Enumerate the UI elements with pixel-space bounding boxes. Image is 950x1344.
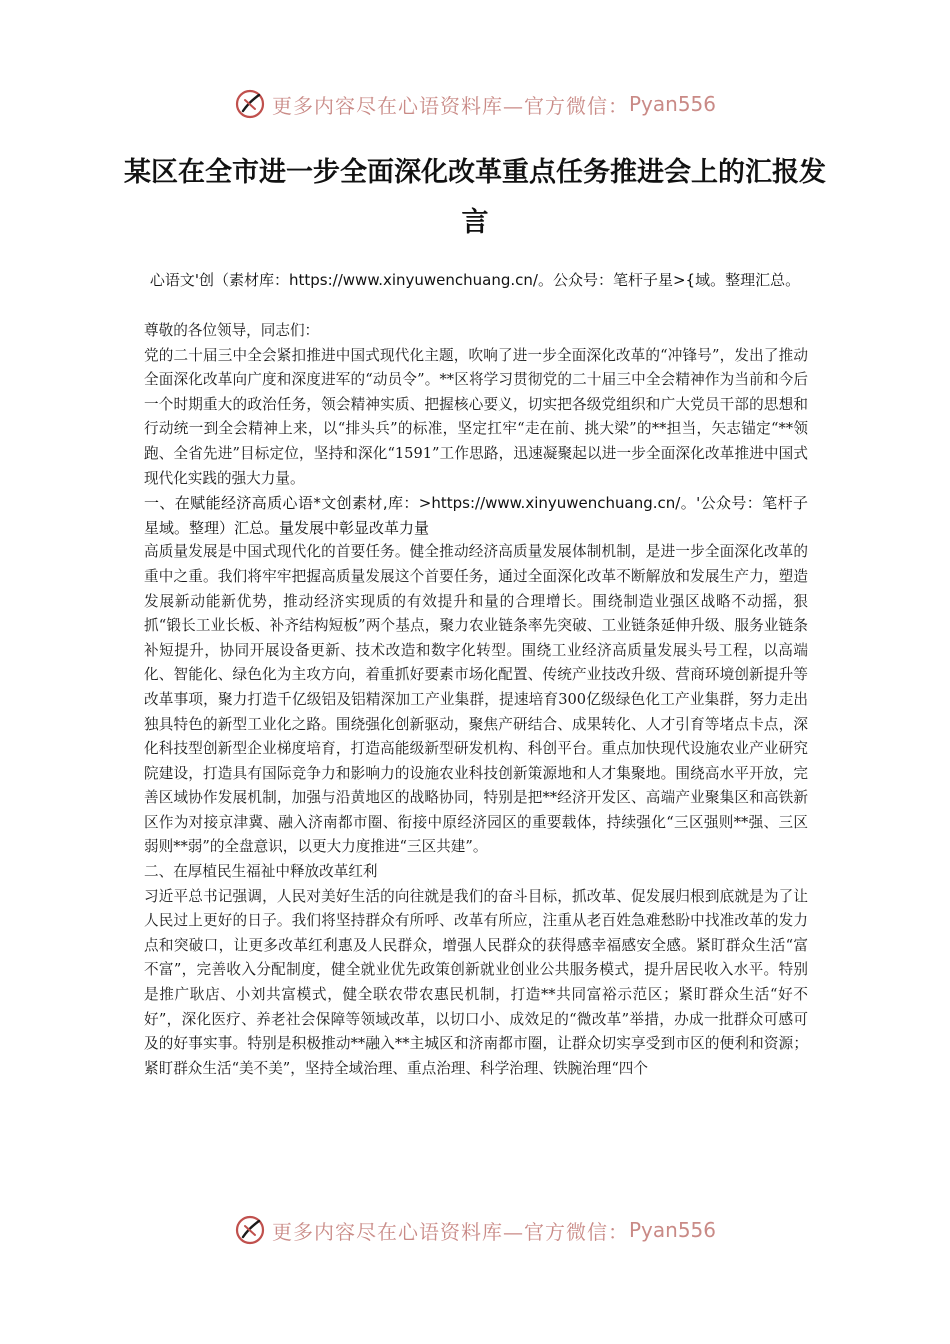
source-line: 心语文'创（素材库：https://www.xinyuwenchuang.cn/。公众号：笔杆子星>{域。整理汇总。 [149,271,801,289]
wechat-id: Pyan556 [628,92,716,116]
banner-text: 更多内容尽在心语资料库—官方微信： [271,1219,629,1244]
section2-heading: 二、在厚植民生福祉中释放改革红利 [144,863,378,881]
intro-paragraph: 党的二十届三中全会紧扣推进中国式现代化主题，吹响了进一步全面深化改革的“冲锋号”，发出了推动全面深化改革向广度和深度进军的“动员令”。**区将学习贯彻党的二十届三中全会精神作为当前和今后一个时期重大的政治任务，领会精神实质、把握核心要义，切实把各级党组织和广大党员干部的思想和行动统一到全会精神上来，以“排头兵”的标准，坚定扛牢“走在前、挑大梁”的**担当，矢志锚定“**领跑、全省先进”目标定位，坚持和深化“1591”工作思路，迅速凝聚起以进一步全面深化改革推进中国式现代化实践的强大力量。 [144,346,808,487]
greeting: 尊敬的各位领导，同志们： [144,322,320,339]
document-title: 某区在全市进一步全面深化改革重点任务推进会上的汇报发言 [124,157,826,238]
brush-logo-icon [234,1214,266,1246]
document-body [144,319,808,1081]
section2-paragraph: 习近平总书记强调，人民对美好生活的向往就是我们的奋斗目标，抓改革、促发展归根到底就是为了让人民过上更好的日子。我们将坚持群众有所呼、改革有所应，注重从老百姓急难愁盼中找准改革的发力点和突破口，让更多改革红利惠及人民群众，增强人民群众的获得感幸福感安全感。紧盯群众生活“富不富”，完善收入分配制度，健全就业优先政策创新就业创业公共服务模式，提升居民收入水平。特别是推广耿店、小刘共富模式，健全联农带农惠民机制，打造**共同富裕示范区；紧盯群众生活“好不好”，深化医疗、养老社会保障等领域改革，以切口小、成效足的“微改革”举措，办成一批群众可感可及的好事实事。特别是积极推动**融入**主城区和济南都市圈，让群众切实享受到市区的便利和资源；紧盯群众生活“美不美”，坚持全域治理、重点治理、科学治理、铁腕治理“四个 [144,887,808,1077]
footer-watermark-banner [0,1210,950,1250]
section1-paragraph: 高质量发展是中国式现代化的首要任务。健全推动经济高质量发展体制机制，是进一步全面深化改革的重中之重。我们将牢牢把握高质量发展这个首要任务，通过全面深化改革不断解放和发展生产力，塑造发展新动能新优势，推动经济实现质的有效提升和量的合理增长。围绕制造业强区战略不动摇，狠抓“锻长工业长板、补齐结构短板”两个基点，聚力农业链条率先突破、工业链条延伸升级、服务业链条补短提升，协同开展设备更新、技术改造和数字化转型。围绕工业经济高质量发展头号工程，以高端化、智能化、绿色化为主攻方向，着重抓好要素市场化配置、传统产业技改升级、营商环境创新提升等改革事项，聚力打造千亿级铝及铝精深加工产业集群，提速培育300亿级绿色化工产业集群，努力走出独具特色的新型工业化之路。围绕强化创新驱动，聚焦产研结合、成果转化、人才引育等堵点卡点，深化科技型创新型企业梯度培育，打造高能级新型研发机构、科创平台。重点加快现代设施农业产业研究院建设，打造具有国际竞争力和影响力的设施农业科技创新策源地和人才集聚地。围绕高水平开放，完善区域协作发展机制，加强与沿黄地区的战略协同，特别是把**经济开发区、高端产业聚集区和高铁新区作为对接京津冀、融入济南都市圈、衔接中原经济园区的重要载体，持续强化“三区强则**强、三区弱则**弱”的全盘意识，以更大力度推进“三区共建”。 [144,543,808,856]
banner-text: 更多内容尽在心语资料库—官方微信： [271,93,629,118]
brush-logo-icon [234,88,266,120]
header-watermark-banner [0,84,950,124]
section1-heading: 一、在赋能经济高质心语*文创素材,库：>https://www.xinyuwenchuang.cn/。'公众号：笔杆子星域。整理）汇总。量发展中彰显改革力量 [144,494,808,537]
wechat-id: Pyan556 [628,1218,716,1242]
